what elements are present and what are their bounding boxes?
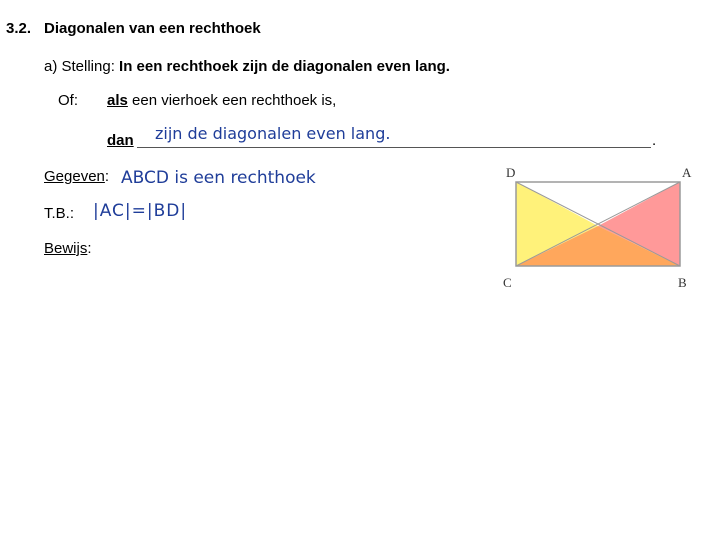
als-word: als [107, 92, 128, 109]
als-line [107, 92, 336, 109]
gegeven-label [44, 168, 109, 185]
rectangle-diagonals-figure [498, 164, 698, 290]
stelling-prefix: a) Stelling: [44, 58, 115, 75]
dan-word: dan [107, 132, 134, 149]
vertex-label-a: A [682, 165, 692, 180]
of-label: Of: [58, 92, 79, 109]
section-title: Diagonalen van een rechthoek [44, 20, 261, 37]
tb-handwritten-answer: |AC|=|BD| [93, 201, 188, 221]
bewijs-word: Bewijs [44, 240, 88, 257]
gegeven-colon: : [104, 168, 110, 185]
bewijs-label [44, 240, 92, 257]
vertex-label-d: D [506, 165, 516, 180]
als-rest: een vierhoek een rechthoek is, [132, 92, 337, 109]
dan-answer-line [137, 147, 651, 148]
dan-handwritten-answer: zijn de diagonalen even lang. [155, 124, 391, 143]
gegeven-word: Gegeven [44, 168, 105, 185]
bewijs-colon: : [87, 240, 92, 257]
stelling-statement: In een rechthoek zijn de diagonalen even lang. [119, 58, 450, 75]
vertex-label-b: B [678, 275, 687, 290]
section-number: 3.2. [6, 20, 32, 37]
dan-trailing-dot: . [652, 132, 657, 149]
stelling-line [44, 58, 450, 75]
tb-label: T.B.: [44, 205, 75, 222]
gegeven-handwritten-answer: ABCD is een rechthoek [121, 168, 316, 188]
vertex-label-c: C [503, 275, 512, 290]
